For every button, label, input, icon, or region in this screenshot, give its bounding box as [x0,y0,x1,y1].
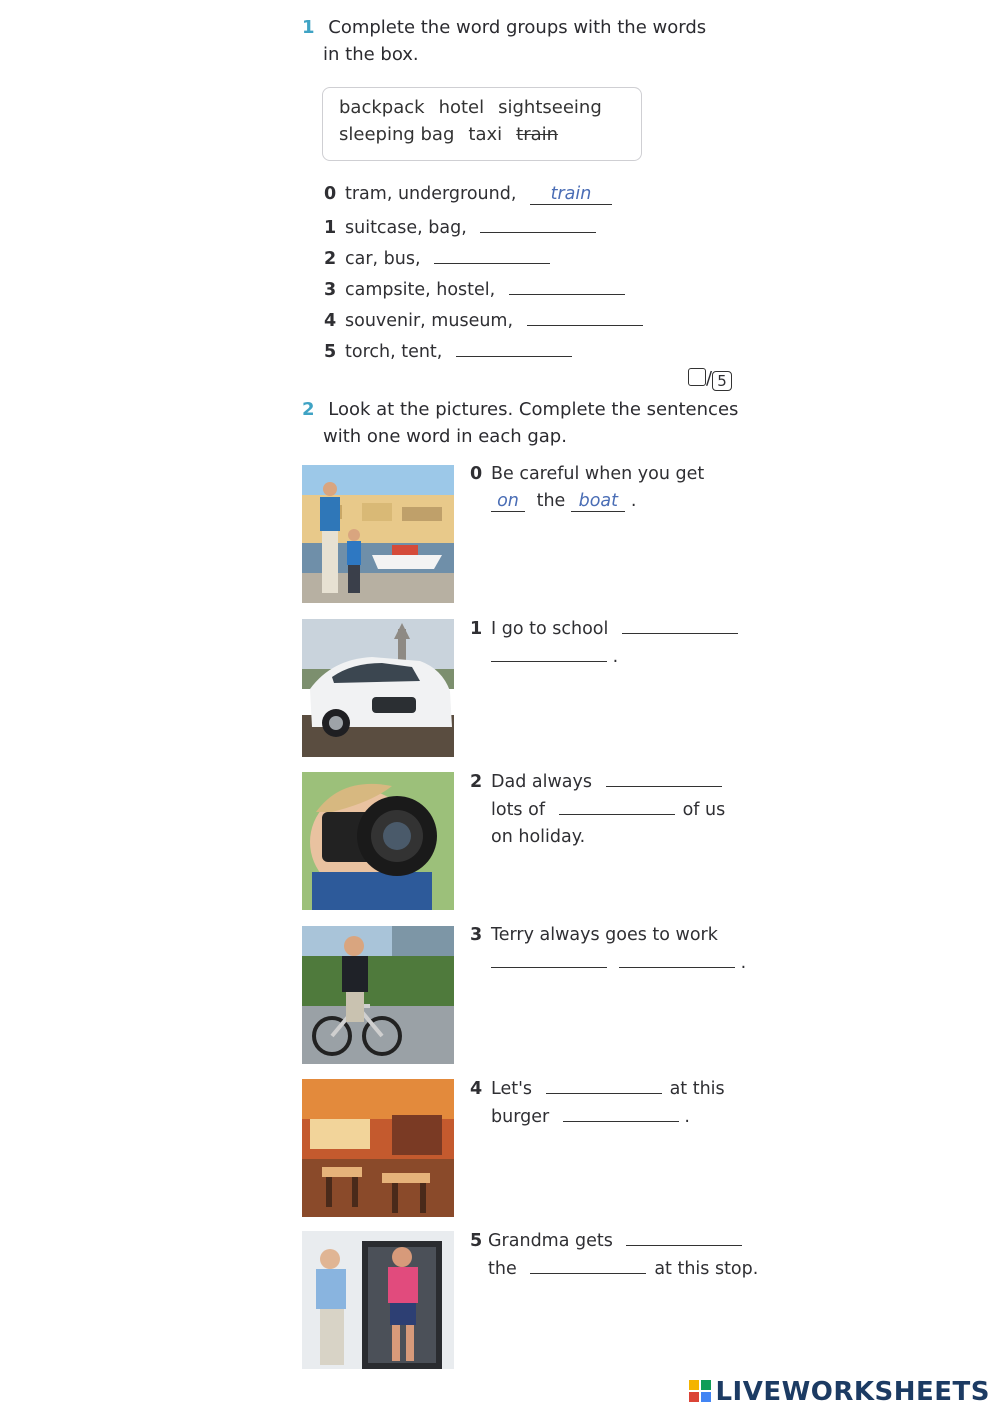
score-input-box[interactable] [688,368,706,386]
ex2-blank-3a[interactable] [491,949,607,968]
liveworksheets-logo-text: LIVEWORKSHEETS [715,1377,990,1407]
word-box [322,87,642,161]
ex1-item-3: 3 campsite, hostel, [324,276,625,301]
exercise-2-instruction-line2: with one word in each gap. [323,426,567,447]
ex2-sentence-4: 4 Let's at this burger . [470,1075,725,1131]
ex2-sentence-3: 3 Terry always goes to work . [470,925,747,973]
ex1-blank-1[interactable] [480,214,596,233]
exercise-2-instruction: 2 Look at the pictures. Complete the sentences [302,399,739,420]
exercise-1-number: 1 [302,17,315,38]
ex1-item-1: 1 suitcase, bag, [324,214,596,239]
photo-white-car [302,619,454,757]
ex1-item-5: 5 torch, tent, [324,338,572,363]
ex2-blank-2b[interactable] [559,796,675,815]
ex1-score: / 5 [688,368,732,391]
ex2-blank-3b[interactable] [619,949,735,968]
photo-harbour-boat [302,465,454,603]
ex1-blank-4[interactable] [527,307,643,326]
liveworksheets-logo-icon [689,1380,711,1402]
photo-camera [302,772,454,910]
ex2-blank-5a[interactable] [626,1227,742,1246]
exercise-2-number: 2 [302,399,315,420]
word-sleeping-bag: sleeping bag [339,124,455,145]
ex1-item-4: 4 souvenir, museum, [324,307,643,332]
ex2-answer-0a: on [491,491,525,512]
photo-cyclist [302,926,454,1064]
ex2-sentence-5: 5 Grandma gets the at this stop. [470,1227,758,1283]
exercise-1-instruction: 1 Complete the word groups with the words [302,17,707,38]
ex1-item-0: 0 tram, underground, train [324,183,612,205]
word-taxi: taxi [468,124,503,145]
ex2-sentence-0: 0 Be careful when you get on the boat . [470,464,705,511]
word-train-crossed: train [516,124,559,145]
word-backpack: backpack [339,97,425,118]
ex2-blank-1a[interactable] [622,615,738,634]
word-hotel: hotel [438,97,485,118]
ex2-sentence-2: 2 Dad always lots of of us on holiday. [470,768,725,851]
ex2-blank-4b[interactable] [563,1103,679,1122]
ex2-answer-0b: boat [571,491,625,512]
ex1-answer-0: train [530,184,612,205]
ex2-sentence-1: 1 I go to school . [470,615,738,671]
ex1-item-2: 2 car, bus, [324,245,550,270]
score-total: 5 [712,371,732,391]
photo-bus-passengers [302,1231,454,1369]
ex1-blank-3[interactable] [509,276,625,295]
liveworksheets-logo [689,1377,990,1407]
ex2-blank-1b[interactable] [491,643,607,662]
ex1-blank-5[interactable] [456,338,572,357]
exercise-1-instruction-line2: in the box. [323,44,419,65]
ex2-blank-2a[interactable] [606,768,722,787]
photo-restaurant [302,1079,454,1217]
ex2-blank-4a[interactable] [546,1075,662,1094]
ex2-blank-5b[interactable] [530,1255,646,1274]
ex1-blank-2[interactable] [434,245,550,264]
word-sightseeing: sightseeing [498,97,602,118]
